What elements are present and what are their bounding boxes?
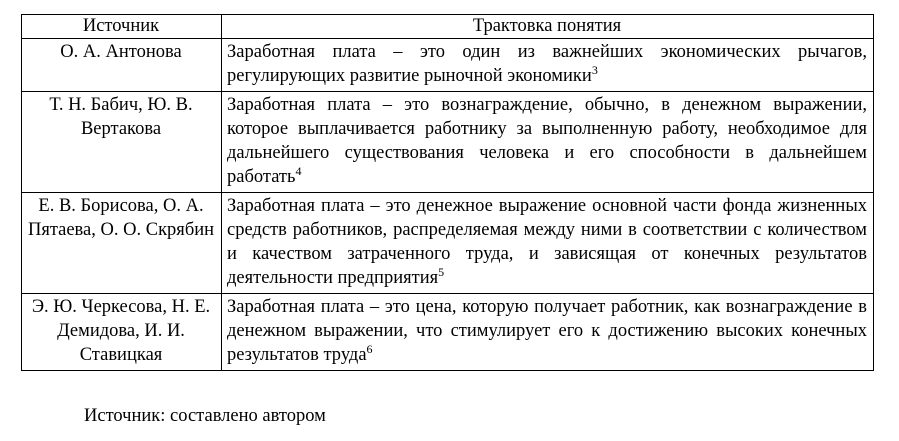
row-source: Е. В. Борисова, О. А. Пятаева, О. О. Скрябин <box>22 193 222 294</box>
table-header-row <box>22 15 874 39</box>
definition-text: Заработная плата – это цена, которую получает работник, как вознаграждение в денежном выражении, что стимулирует его к достижению высоких конечных результатов труда <box>227 297 867 365</box>
table-row <box>22 39 874 92</box>
footnote-mark: 6 <box>366 341 373 356</box>
row-definition <box>222 39 874 92</box>
footnote-mark: 3 <box>591 62 598 77</box>
definition-text: Заработная плата – это вознаграждение, обычно, в денежном выражении, которое выплачивается работнику за выполненную работу, необходимое для дальнейшего существования человека и его способности в дальнейшем работать <box>227 95 867 187</box>
row-definition <box>222 294 874 371</box>
footnote-mark: 4 <box>295 163 302 178</box>
footnote-mark: 5 <box>438 264 445 279</box>
row-source: Т. Н. Бабич, Ю. В. Вертакова <box>22 92 222 193</box>
table-row <box>22 92 874 193</box>
table-row <box>22 294 874 371</box>
definitions-table <box>21 14 874 371</box>
row-source: О. А. Антонова <box>22 39 222 92</box>
header-definition: Трактовка понятия <box>222 15 874 39</box>
header-source: Источник <box>22 15 222 39</box>
table-row <box>22 193 874 294</box>
row-source: Э. Ю. Черкесова, Н. Е. Демидова, И. И. Ставицкая <box>22 294 222 371</box>
source-note: Источник: составлено автором <box>84 406 326 426</box>
definition-text: Заработная плата – это денежное выражение основной части фонда жизненных средств работников, распределяемая между ними в соответствии с количеством и качеством затраченного труда, и зависящая от конечных результатов деятельности предприятия <box>227 196 867 288</box>
row-definition <box>222 92 874 193</box>
definition-text: Заработная плата – это один из важнейших экономических рычагов, регулирующих развитие рыночной экономики <box>227 42 867 86</box>
row-definition <box>222 193 874 294</box>
